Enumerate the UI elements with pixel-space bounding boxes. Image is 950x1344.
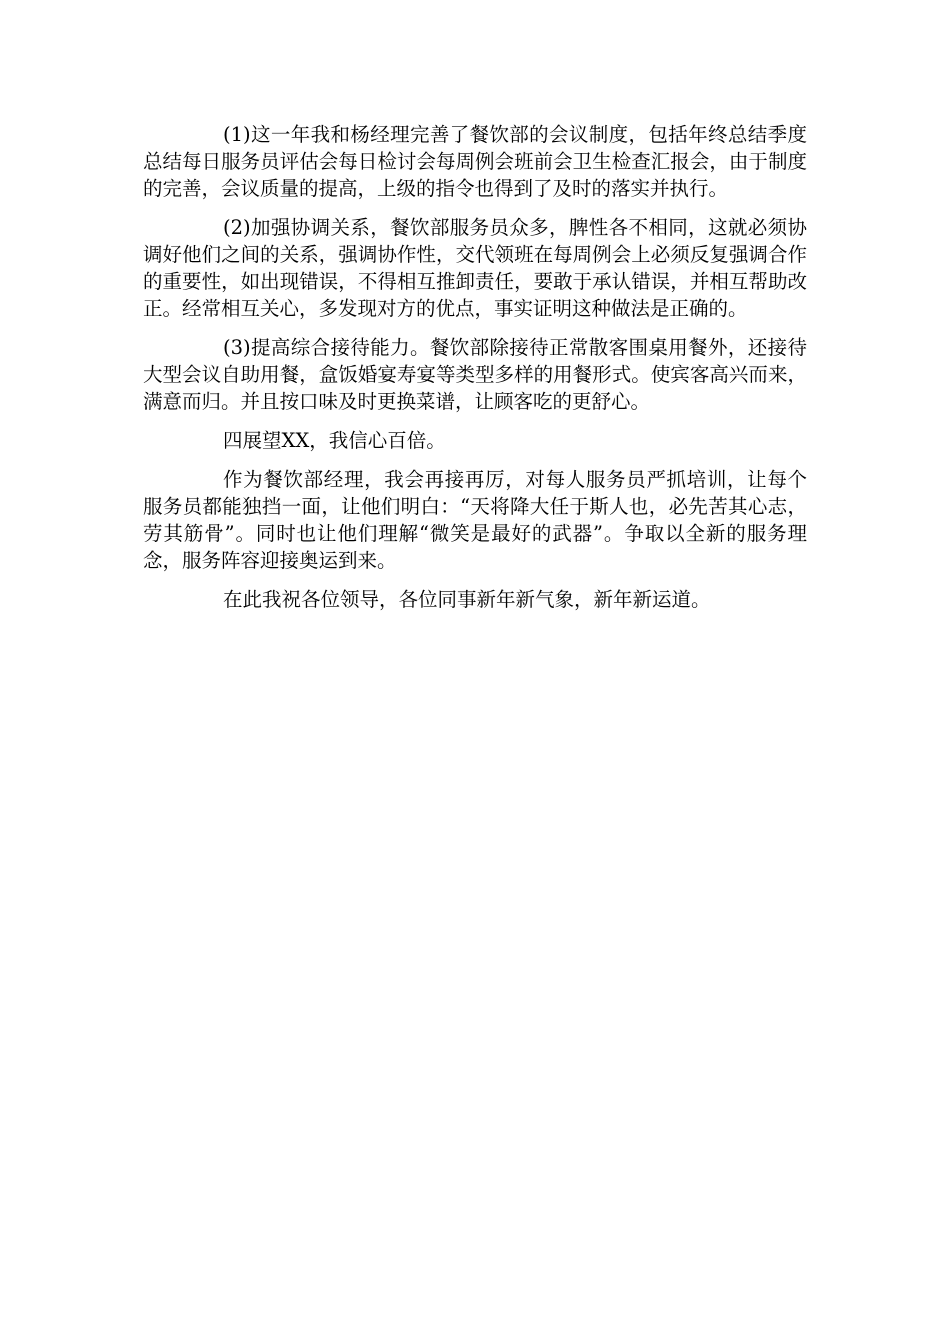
paragraph-manager-plan: 作为餐饮部经理，我会再接再厉，对每人服务员严抓培训，让每个服务员都能独挡一面，让他们明白：“天将降大任于斯人也，必先苦其心志，劳其筋骨”。同时也让他们理解“微笑是最好的武器”。争取以全新的服务理念，服务阵容迎接奥运到来。 [143,468,807,572]
paragraph-meeting-system: (1)这一年我和杨经理完善了餐饮部的会议制度，包括年终总结季度总结每日服务员评估会每日检讨会每周例会班前会卫生检查汇报会，由于制度的完善，会议质量的提高，上级的指令也得到了及时的落实并执行。 [143,123,807,200]
document-body [143,121,807,625]
paragraph-new-year-wishes: 在此我祝各位领导，各位同事新年新气象，新年新运道。 [223,588,711,611]
paragraph-coordination: (2)加强协调关系，餐饮部服务员众多，脾性各不相同，这就必须协调好他们之间的关系，强调协作性，交代领班在每周例会上必须反复强调合作的重要性，如出现错误，不得相互推卸责任，要敢于承认错误，并相互帮助改正。经常相互关心，多发现对方的优点，事实证明这种做法是正确的。 [143,216,807,320]
paragraph-outlook-heading: 四展望XX，我信心百倍。 [223,429,446,452]
paragraph-reception-ability: (3)提高综合接待能力。餐饮部除接待正常散客围桌用餐外，还接待大型会议自助用餐，盒饭婚宴寿宴等类型多样的用餐形式。使宾客高兴而来，满意而归。并且按口味及时更换菜谱，让顾客吃的更舒心。 [143,336,807,413]
